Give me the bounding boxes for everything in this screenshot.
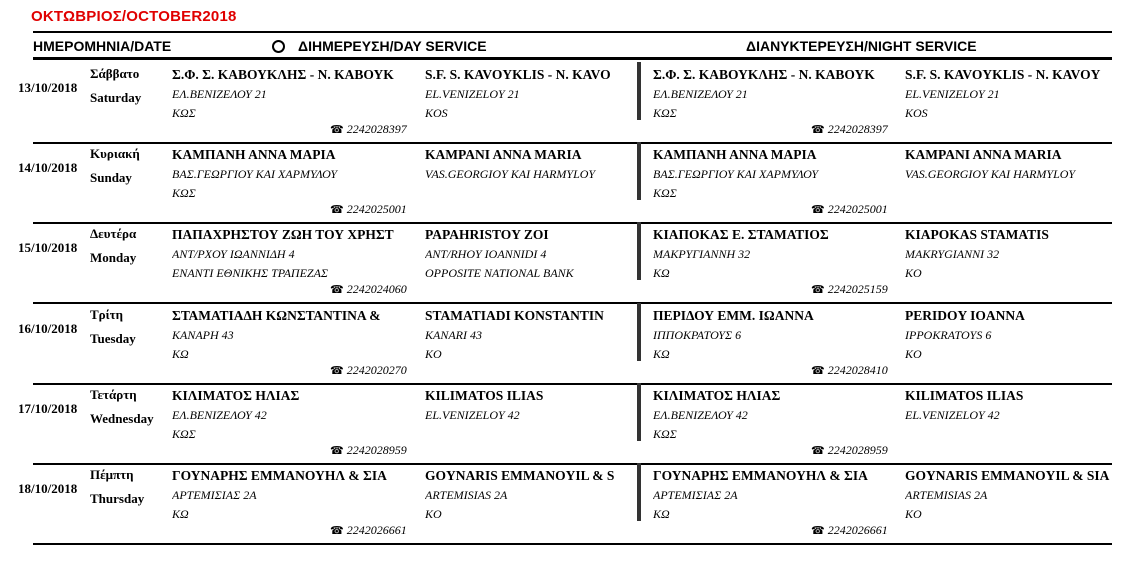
row-day-english: Monday: [90, 250, 137, 265]
day-pharmacy-name-gr: ΚΑΜΠΑΝΗ ΑΝΝΑ ΜΑΡΙΑ: [172, 147, 336, 162]
night-city-gr: ΚΩ: [653, 266, 670, 280]
column-divider: [637, 383, 641, 441]
phone-icon: ☎: [330, 365, 344, 377]
row-date: 14/10/2018: [18, 160, 78, 175]
day-address-en: EL.VENIZELOY 42: [425, 408, 520, 422]
row-day-greek: Τετάρτη: [90, 387, 137, 402]
day-phone: [330, 363, 407, 378]
row-date: 18/10/2018: [18, 481, 78, 496]
day-city-gr: ΚΩΣ: [172, 106, 196, 120]
night-city-en: KO: [905, 347, 922, 361]
phone-icon: ☎: [811, 445, 825, 457]
day-pharmacy-name-gr: Σ.Φ. Σ. ΚΑΒΟΥΚΛΗΣ - Ν. ΚΑΒΟΥΚ: [172, 67, 394, 82]
day-phone: [330, 202, 407, 217]
day-pharmacy-name-en: S.F. S. KAVOYKLIS - N. KAVO: [425, 67, 611, 82]
day-city-gr: ΚΩ: [172, 347, 189, 361]
night-phone-number: 2242028397: [827, 122, 888, 136]
night-phone: [811, 122, 888, 137]
night-address-gr: ΕΛ.ΒΕΝΙΖΕΛΟΥ 42: [653, 408, 748, 422]
day-address-gr: ΕΛ.ΒΕΝΙΖΕΛΟΥ 21: [172, 87, 267, 101]
day-pharmacy-name-en: KILIMATOS ILIAS: [425, 388, 544, 403]
night-city-gr: ΚΩΣ: [653, 106, 677, 120]
night-pharmacy-name-gr: ΚΙΛΙΜΑΤΟΣ ΗΛΙΑΣ: [653, 388, 781, 403]
row-day-greek: Τρίτη: [90, 307, 124, 322]
day-address-gr: ΕΛ.ΒΕΝΙΖΕΛΟΥ 42: [172, 408, 267, 422]
night-phone: [811, 202, 888, 217]
phone-icon: ☎: [811, 284, 825, 296]
night-phone: [811, 523, 888, 538]
table-row: [0, 148, 1142, 228]
header-bottom-rule: [33, 57, 1112, 60]
row-day-english: Wednesday: [90, 411, 154, 426]
night-city-gr: ΚΩΣ: [653, 186, 677, 200]
row-date: 13/10/2018: [18, 80, 78, 95]
column-divider: [637, 62, 641, 120]
night-pharmacy-name-en: PERIDOY IOANNA: [905, 308, 1025, 323]
day-city-en: KO: [425, 507, 442, 521]
row-day-greek: Κυριακή: [90, 146, 140, 161]
night-address-en: EL.VENIZELOY 21: [905, 87, 1000, 101]
day-pharmacy-name-gr: ΚΙΛΙΜΑΤΟΣ ΗΛΙΑΣ: [172, 388, 300, 403]
table-row: [0, 228, 1142, 308]
day-city-gr: ΚΩ: [172, 507, 189, 521]
day-address-en: KANARI 43: [425, 328, 482, 342]
table-row: [0, 68, 1142, 148]
night-city-gr: ΚΩ: [653, 507, 670, 521]
day-city-gr: ΕΝΑΝΤΙ ΕΘΝΙΚΗΣ ΤΡΑΠΕΖΑΣ: [172, 266, 329, 280]
day-address-en: VAS.GEORGIOY KAI HARMYLOY: [425, 167, 596, 181]
night-pharmacy-name-gr: Σ.Φ. Σ. ΚΑΒΟΥΚΛΗΣ - Ν. ΚΑΒΟΥΚ: [653, 67, 875, 82]
day-phone-number: 2242028959: [346, 443, 407, 457]
phone-icon: ☎: [811, 204, 825, 216]
row-separator: [33, 222, 1112, 224]
day-phone: [330, 282, 407, 297]
day-pharmacy-name-gr: ΓΟΥΝΑΡΗΣ ΕΜΜΑΝΟΥΗΛ & ΣΙΑ: [172, 468, 387, 483]
day-address-en: EL.VENIZELOY 21: [425, 87, 520, 101]
table-row: [0, 469, 1142, 549]
phone-icon: ☎: [330, 284, 344, 296]
table-row: [0, 389, 1142, 469]
day-phone-number: 2242020270: [346, 363, 407, 377]
night-address-gr: ΕΛ.ΒΕΝΙΖΕΛΟΥ 21: [653, 87, 748, 101]
day-phone-number: 2242025001: [346, 202, 407, 216]
row-date: 17/10/2018: [18, 401, 78, 416]
night-phone-number: 2242025001: [827, 202, 888, 216]
night-pharmacy-name-en: GOYNARIS EMMANOYIL & SIA: [905, 468, 1110, 483]
night-address-en: ARTEMISIAS 2A: [905, 488, 988, 502]
day-city-gr: ΚΩΣ: [172, 427, 196, 441]
row-separator: [33, 463, 1112, 465]
row-day-greek: Σάββατο: [90, 66, 140, 81]
day-address-en: ARTEMISIAS 2A: [425, 488, 508, 502]
day-address-gr: ΒΑΣ.ΓΕΩΡΓΙΟΥ ΚΑΙ ΧΑΡΜΥΛΟΥ: [172, 167, 338, 181]
day-pharmacy-name-en: KAMPANI ANNA MARIA: [425, 147, 582, 162]
day-address-gr: ΑΝΤ/ΡΧΟΥ ΙΩΑΝΝΙΔΗ 4: [172, 247, 295, 261]
row-separator: [33, 142, 1112, 144]
night-pharmacy-name-gr: ΚΑΜΠΑΝΗ ΑΝΝΑ ΜΑΡΙΑ: [653, 147, 817, 162]
column-divider: [637, 222, 641, 280]
night-pharmacy-name-en: S.F. S. KAVOYKLIS - N. KAVOY: [905, 67, 1101, 82]
day-city-gr: ΚΩΣ: [172, 186, 196, 200]
night-city-en: KO: [905, 507, 922, 521]
day-pharmacy-name-gr: ΣΤΑΜΑΤΙΑΔΗ ΚΩΝΣΤΑΝΤΙΝΑ &: [172, 308, 381, 323]
night-phone: [811, 443, 888, 458]
row-separator: [33, 383, 1112, 385]
row-day-greek: Δευτέρα: [90, 226, 137, 241]
night-pharmacy-name-en: KIAPOKAS STAMATIS: [905, 227, 1049, 242]
night-address-gr: ΒΑΣ.ΓΕΩΡΓΙΟΥ ΚΑΙ ΧΑΡΜΥΛΟΥ: [653, 167, 819, 181]
header-day-service: ΔΙΗΜΕΡΕΥΣΗ/DAY SERVICE: [298, 38, 487, 54]
night-city-gr: ΚΩΣ: [653, 427, 677, 441]
day-phone-number: 2242026661: [346, 523, 407, 537]
table-row: [0, 309, 1142, 389]
column-divider: [637, 142, 641, 200]
night-pharmacy-name-gr: ΠΕΡΙΔΟΥ ΕΜΜ. ΙΩΑΝΝΑ: [653, 308, 814, 323]
night-address-en: MAKRYGIANNI 32: [905, 247, 1000, 261]
day-address-gr: ΚΑΝΑΡΗ 43: [172, 328, 234, 342]
column-divider: [637, 463, 641, 521]
page-title: ΟΚΤΩΒΡΙΟΣ/OCTOBER2018: [31, 8, 237, 25]
row-date: 16/10/2018: [18, 321, 78, 336]
day-phone-number: 2242024060: [346, 282, 407, 296]
night-pharmacy-name-en: KAMPANI ANNA MARIA: [905, 147, 1062, 162]
row-separator: [33, 302, 1112, 304]
night-phone: [811, 363, 888, 378]
night-phone-number: 2242025159: [827, 282, 888, 296]
night-pharmacy-name-en: KILIMATOS ILIAS: [905, 388, 1024, 403]
night-address-en: VAS.GEORGIOY KAI HARMYLOY: [905, 167, 1076, 181]
night-address-gr: ΜΑΚΡΥΓΙΑΝΝΗ 32: [653, 247, 751, 261]
night-city-en: KO: [905, 266, 922, 280]
day-phone: [330, 443, 407, 458]
night-address-en: IPPOKRATOYS 6: [905, 328, 992, 342]
phone-icon: ☎: [330, 204, 344, 216]
circle-icon: [272, 40, 285, 53]
phone-icon: ☎: [811, 525, 825, 537]
phone-icon: ☎: [330, 124, 344, 136]
night-pharmacy-name-gr: ΚΙΑΠΟΚΑΣ Ε. ΣΤΑΜΑΤΙΟΣ: [653, 227, 829, 242]
night-city-en: KOS: [905, 106, 928, 120]
day-city-en: OPPOSITE NATIONAL BANK: [425, 266, 574, 280]
header-date: ΗΜΕΡΟΜΗΝΙΑ/DATE: [33, 38, 172, 54]
header-top-rule: [33, 31, 1112, 33]
night-phone: [811, 282, 888, 297]
row-date: 15/10/2018: [18, 240, 78, 255]
header-night-service: ΔΙΑΝΥΚΤΕΡΕΥΣΗ/NIGHT SERVICE: [746, 38, 977, 54]
row-day-english: Thursday: [90, 491, 145, 506]
phone-icon: ☎: [811, 365, 825, 377]
row-day-greek: Πέμπτη: [90, 467, 134, 482]
day-pharmacy-name-en: STAMATIADI KONSTANTIN: [425, 308, 604, 323]
night-phone-number: 2242026661: [827, 523, 888, 537]
day-phone: [330, 523, 407, 538]
phone-icon: ☎: [811, 124, 825, 136]
night-pharmacy-name-gr: ΓΟΥΝΑΡΗΣ ΕΜΜΑΝΟΥΗΛ & ΣΙΑ: [653, 468, 868, 483]
phone-icon: ☎: [330, 525, 344, 537]
day-pharmacy-name-en: GOYNARIS EMMANOYIL & S: [425, 468, 615, 483]
row-separator: [33, 543, 1112, 545]
day-pharmacy-name-gr: ΠΑΠΑΧΡΗΣΤΟΥ ΖΩΗ ΤΟΥ ΧΡΗΣΤ: [172, 227, 394, 242]
row-day-english: Sunday: [90, 170, 132, 185]
day-city-en: KOS: [425, 106, 448, 120]
day-phone-number: 2242028397: [346, 122, 407, 136]
night-address-gr: ΙΠΠΟΚΡΑΤΟΥΣ 6: [653, 328, 742, 342]
night-city-gr: ΚΩ: [653, 347, 670, 361]
day-pharmacy-name-en: PAPAHRISTOY ZOI: [425, 227, 549, 242]
row-day-english: Saturday: [90, 90, 142, 105]
phone-icon: ☎: [330, 445, 344, 457]
day-phone: [330, 122, 407, 137]
day-address-gr: ΑΡΤΕΜΙΣΙΑΣ 2Α: [172, 488, 257, 502]
night-phone-number: 2242028959: [827, 443, 888, 457]
column-divider: [637, 303, 641, 361]
night-address-en: EL.VENIZELOY 42: [905, 408, 1000, 422]
night-address-gr: ΑΡΤΕΜΙΣΙΑΣ 2Α: [653, 488, 738, 502]
day-address-en: ANT/RHOY IOANNIDI 4: [425, 247, 547, 261]
day-city-en: KO: [425, 347, 442, 361]
row-day-english: Tuesday: [90, 331, 136, 346]
night-phone-number: 2242028410: [827, 363, 888, 377]
